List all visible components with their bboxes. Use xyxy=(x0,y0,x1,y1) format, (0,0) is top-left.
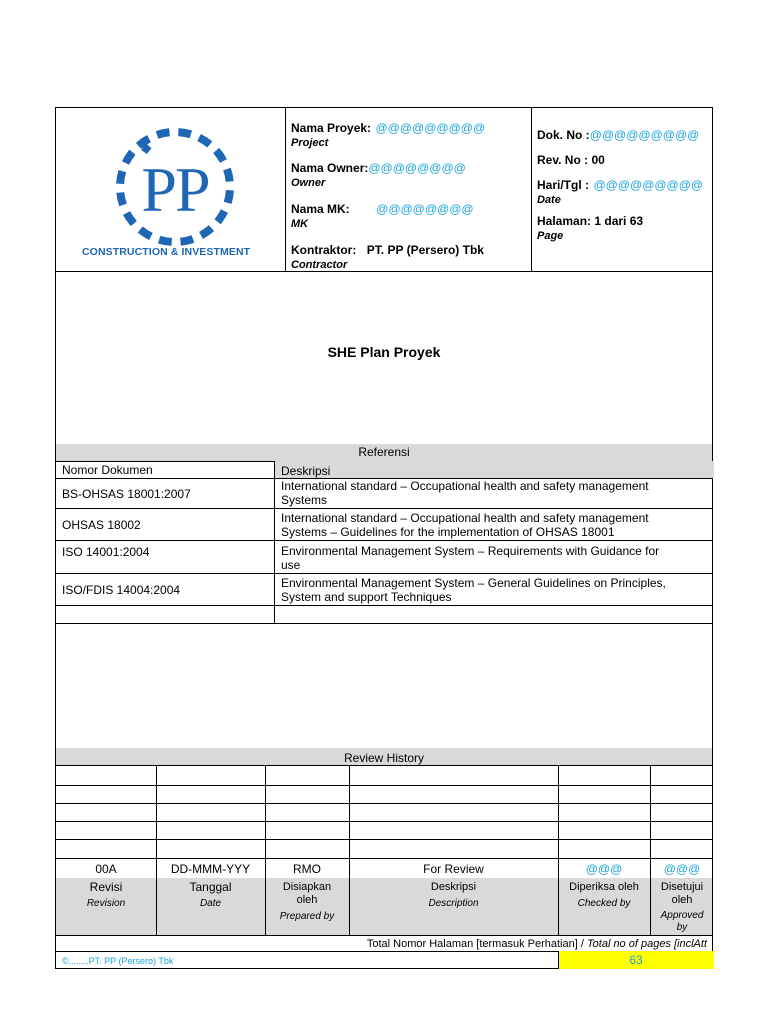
label-disiapkan-id2: oleh xyxy=(296,894,318,906)
kontraktor-label: Kontraktor: xyxy=(291,243,357,257)
ref-desc: Environmental Management System – General Guidelines on Principles, xyxy=(281,577,666,590)
dok-no-value: @@@@@@@@@ xyxy=(589,128,700,142)
label-deskripsi-en: Description xyxy=(428,898,479,909)
company-logo xyxy=(56,108,285,271)
referensi-heading: Referensi xyxy=(358,446,410,459)
nama-mk-field xyxy=(291,200,474,230)
label-tanggal-en: Date xyxy=(199,898,222,909)
hari-tgl-label: Hari/Tgl : xyxy=(537,178,590,192)
logo-ring-segment xyxy=(140,230,151,237)
total-label-en: Total no of pages [inclAtt xyxy=(586,938,707,950)
logo-caption: CONSTRUCTION & INVESTMENT xyxy=(82,246,251,258)
divider xyxy=(274,461,275,623)
divider xyxy=(56,478,712,479)
label-diperiksa-en: Checked by xyxy=(577,898,631,909)
label-disetujui-id1: Disetujui xyxy=(660,881,704,893)
divider xyxy=(56,540,712,541)
document-frame xyxy=(55,107,713,969)
divider xyxy=(56,785,712,786)
divider xyxy=(56,605,712,606)
halaman-sub: Page xyxy=(537,230,564,242)
kontraktor-value: PT. PP (Persero) Tbk xyxy=(366,243,484,257)
ref-desc: Environmental Management System – Requirements with Guidance for xyxy=(281,545,660,558)
document-info xyxy=(531,108,714,271)
logo-ring-segment xyxy=(157,132,169,135)
ref-nomor: ISO/FDIS 14004:2004 xyxy=(62,584,181,597)
hari-tgl-field xyxy=(537,176,703,206)
review-revisi: 00A xyxy=(95,863,117,876)
label-disetujui xyxy=(650,881,714,934)
divider xyxy=(56,271,712,272)
logo-ring-segment xyxy=(216,151,223,161)
logo-ring-segment xyxy=(127,213,134,223)
hari-tgl-sub: Date xyxy=(537,194,561,206)
review-diperiksa: @@@ xyxy=(585,863,623,876)
divider xyxy=(56,508,712,509)
nama-owner-value: @@@@@@@@ xyxy=(368,161,466,175)
review-heading: Review History xyxy=(343,752,424,765)
logo-ring-segment xyxy=(126,152,133,163)
review-tanggal: DD-MMM-YYY xyxy=(170,863,251,876)
hari-tgl-value: @@@@@@@@@ xyxy=(593,178,704,192)
logo-ring-segment xyxy=(218,211,225,222)
review-disetujui: @@@ xyxy=(663,863,701,876)
nama-mk-value: @@@@@@@@ xyxy=(376,202,474,216)
page-count: 63 xyxy=(629,954,643,967)
svg-text:PP: PP xyxy=(141,154,209,225)
label-disetujui-id2: oleh xyxy=(671,894,693,906)
col-deskripsi-header: Deskripsi xyxy=(281,465,331,478)
logo-ring-segment xyxy=(199,138,210,145)
label-revisi-en: Revision xyxy=(86,898,126,909)
nama-owner-field xyxy=(291,159,466,189)
logo-ring-segment xyxy=(227,169,230,181)
divider xyxy=(56,858,712,859)
label-disiapkan-en: Prepared by xyxy=(279,911,335,922)
label-disiapkan-id1: Disiapkan xyxy=(282,881,332,893)
label-deskripsi xyxy=(349,881,558,910)
dok-no-field xyxy=(537,126,699,144)
copyright: ©........PT. PP (Persero) Tbk xyxy=(62,956,174,966)
logo-ring-segment xyxy=(120,192,123,204)
logo-ring-segment xyxy=(178,132,191,134)
nama-proyek-value: @@@@@@@@@ xyxy=(375,121,486,135)
ref-nomor: ISO 14001:2004 xyxy=(62,546,150,559)
label-diperiksa xyxy=(558,881,650,910)
label-revisi xyxy=(56,881,156,910)
total-pages-label xyxy=(367,938,707,951)
ref-desc: International standard – Occupational health and safety management xyxy=(281,512,649,525)
logo-ring-segment xyxy=(159,240,172,242)
rev-no-field xyxy=(537,151,605,169)
col-nomor-header: Nomor Dokumen xyxy=(62,464,153,477)
nama-mk-sub: MK xyxy=(291,218,309,230)
nama-owner-sub: Owner xyxy=(291,177,326,189)
halaman: Halaman: 1 dari 63 xyxy=(537,214,644,228)
divider xyxy=(56,765,712,766)
ref-desc: Systems – Guidelines for the implementation of OHSAS 18001 xyxy=(281,526,615,539)
divider xyxy=(56,839,712,840)
review-disiapkan: RMO xyxy=(293,863,321,876)
dok-no-label: Dok. No : xyxy=(537,128,590,142)
label-deskripsi-id: Deskripsi xyxy=(430,881,477,893)
review-deskripsi: For Review xyxy=(423,863,484,876)
ref-nomor: BS-OHSAS 18001:2007 xyxy=(62,488,191,501)
ref-desc: use xyxy=(281,559,301,572)
document-title: SHE Plan Proyek xyxy=(327,344,441,360)
nama-proyek-label: Nama Proyek: xyxy=(291,121,372,135)
ref-desc: System and support Techniques xyxy=(281,591,452,604)
ref-nomor: OHSAS 18002 xyxy=(62,519,141,532)
logo-ring-segment xyxy=(120,171,122,184)
divider xyxy=(56,821,712,822)
nama-mk-label: Nama MK: xyxy=(291,202,350,216)
nama-proyek-field xyxy=(291,119,485,149)
logo-ring-segment xyxy=(180,239,192,242)
halaman-field xyxy=(537,212,643,242)
label-diperiksa-id: Diperiksa oleh xyxy=(569,881,639,893)
pp-logo-icon xyxy=(56,108,285,248)
rev-no: Rev. No : 00 xyxy=(537,153,605,167)
ref-desc: International standard – Occupational health and safety management xyxy=(281,480,649,493)
deskripsi-header-bg xyxy=(274,461,714,478)
kontraktor-field xyxy=(291,241,484,271)
label-disetujui-en1: Approved xyxy=(660,910,704,921)
label-tanggal-id: Tanggal xyxy=(189,881,232,894)
divider xyxy=(56,573,712,574)
ref-desc: Systems xyxy=(281,494,328,507)
nama-owner-label: Nama Owner: xyxy=(291,161,369,175)
label-revisi-id: Revisi xyxy=(89,881,123,894)
nama-proyek-sub: Project xyxy=(291,137,329,149)
project-info xyxy=(285,108,531,271)
logo-ring-segment xyxy=(228,190,230,203)
divider xyxy=(56,803,712,804)
total-label-id: Total Nomor Halaman [termasuk Perhatian] / xyxy=(366,938,587,950)
label-disiapkan xyxy=(265,881,349,923)
divider xyxy=(56,623,712,624)
logo-ring-segment xyxy=(201,228,211,235)
label-tanggal xyxy=(156,881,265,910)
label-disetujui-en2: by xyxy=(676,922,688,933)
divider xyxy=(56,935,712,936)
kontraktor-sub: Contractor xyxy=(291,259,348,271)
